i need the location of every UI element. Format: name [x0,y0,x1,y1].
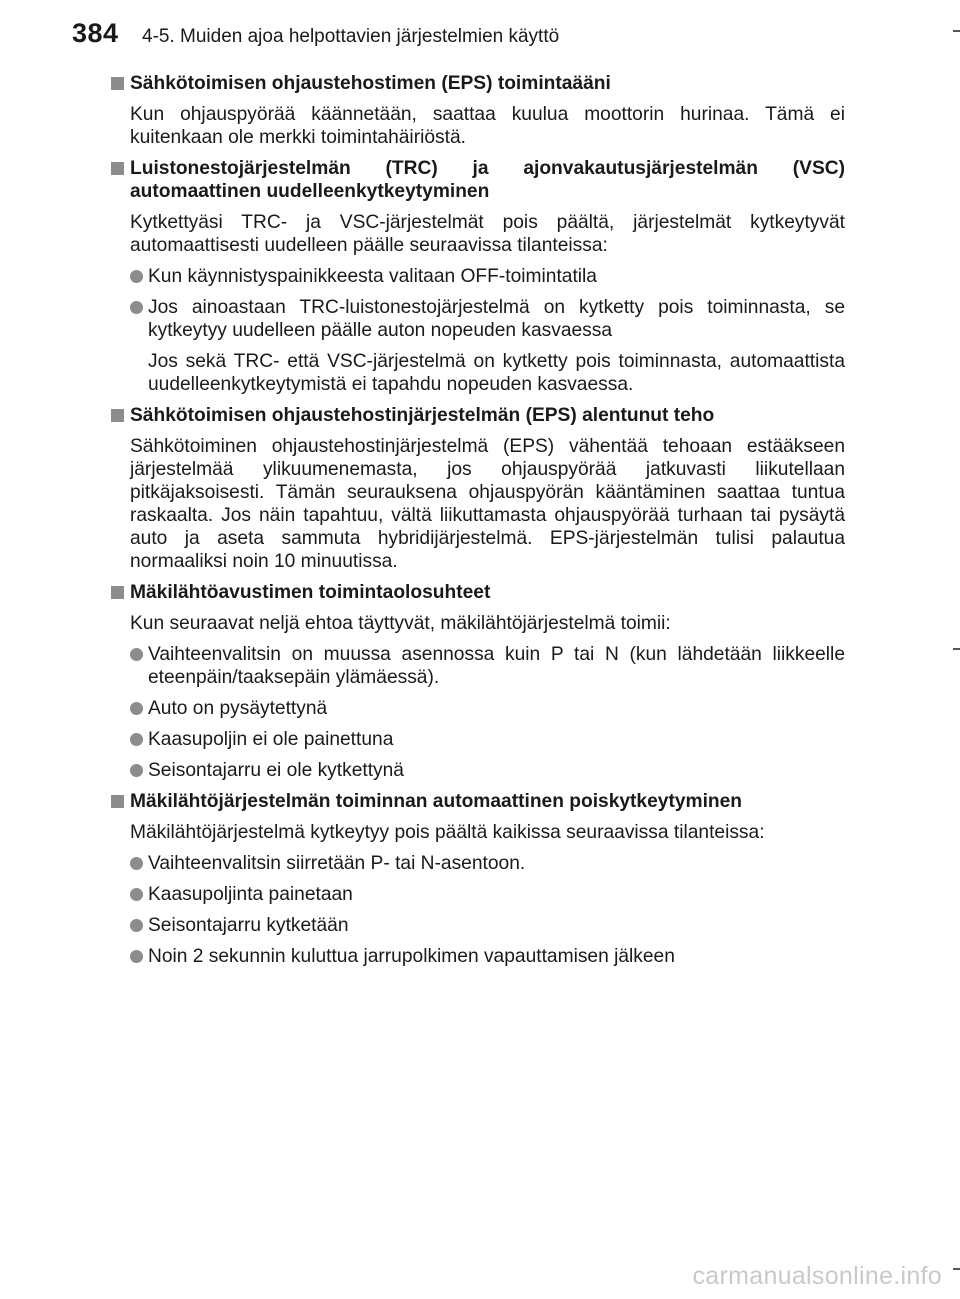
section-trc-vsc [110,157,845,396]
section-heading: Mäkilähtöjärjestelmän toiminnan automaattinen poiskytkeytyminen [110,790,845,813]
round-bullet-icon [130,702,143,715]
section-heading: Mäkilähtöavustimen toimintaolosuhteet [110,581,845,604]
round-bullet-icon [130,888,143,901]
section-paragraph: Kun seuraavat neljä ehtoa täyttyvät, mäkilähtöjärjestelmä toimii: [130,613,671,634]
crop-mark-top [953,30,960,32]
round-bullet-icon [130,733,143,746]
section-heading: Luistonestojärjestelmän (TRC) ja ajonvakautusjärjestelmän (VSC) automaattinen uudelleenkytkeytyminen [110,157,845,203]
page-number: 384 [72,18,119,48]
chapter-title: 4-5. Muiden ajoa helpottavien järjestelmien käyttö [142,26,560,47]
watermark: carmanualsonline.info [692,1262,942,1290]
list-item: Seisontajarru kytketään [110,914,845,937]
section-paragraph: Sähkötoiminen ohjaustehostinjärjestelmä (EPS) vähentää tehoaan estääkseen järjestelmää ylikuumenemasta, jos ohjauspyörää jatkuvasti liikutellaan pitkäjaksoisesti. Tämän seurauksena ohjauspyörän kääntäminen saattaa tuntua raskaalta. Jos näin tapahtuu, vältä liikuttamasta ohjauspyörää turhaan tai pysäytä auto ja aseta sammuta hybridijärjestelmä. EPS-järjestelmän tulisi palautua normaaliksi noin 10 minuutissa. [130,436,845,572]
round-bullet-icon [130,648,143,661]
crop-mark-bottom [953,1268,960,1270]
list-item: Kaasupoljin ei ole painettuna [110,728,845,751]
section-heading: Sähkötoimisen ohjaustehostinjärjestelmän (EPS) alentunut teho [110,404,845,427]
section-heading: Sähkötoimisen ohjaustehostimen (EPS) toimintaääni [110,72,845,95]
section-eps-reduced [110,404,845,573]
square-bullet-icon [111,409,124,422]
square-bullet-icon [111,586,124,599]
list-item: Jos ainoastaan TRC-luistonestojärjestelmä on kytketty pois toiminnasta, se kytkeytyy uudelleen päälle auton nopeuden kasvaessa [110,296,845,342]
list-item: Vaihteenvalitsin siirretään P- tai N-asentoon. [110,852,845,875]
bullet-note: Jos sekä TRC- että VSC-järjestelmä on kytketty pois toiminnasta, automaattista uudelleenkytkeytymistä ei tapahdu nopeuden kasvaessa. [148,351,845,395]
list-item: Noin 2 sekunnin kuluttua jarrupolkimen vapauttamisen jälkeen [110,945,845,968]
round-bullet-icon [130,764,143,777]
list-item: Seisontajarru ei ole kytkettynä [110,759,845,782]
section-paragraph: Mäkilähtöjärjestelmä kytkeytyy pois päältä kaikissa seuraavissa tilanteissa: [130,822,765,843]
list-item: Kun käynnistyspainikkeesta valitaan OFF-toimintatila [110,265,845,288]
section-hill-start-cancel [110,790,845,968]
round-bullet-icon [130,301,143,314]
round-bullet-icon [130,950,143,963]
section-hill-start-conditions [110,581,845,782]
section-eps-sound [110,72,845,149]
crop-mark-middle [953,648,960,650]
round-bullet-icon [130,270,143,283]
round-bullet-icon [130,919,143,932]
square-bullet-icon [111,795,124,808]
section-paragraph: Kun ohjauspyörää käännetään, saattaa kuulua moottorin hurinaa. Tämä ei kuitenkaan ole merkki toimintahäiriöstä. [130,104,845,148]
list-item: Kaasupoljinta painetaan [110,883,845,906]
section-paragraph: Kytkettyäsi TRC- ja VSC-järjestelmät pois päältä, järjestelmät kytkeytyvät automaattisesti uudelleen päälle seuraavissa tilanteissa: [130,212,845,256]
page-content [110,72,845,976]
list-item: Vaihteenvalitsin on muussa asennossa kuin P tai N (kun lähdetään liikkeelle eteenpäin/taaksepäin ylämäessä). [110,643,845,689]
square-bullet-icon [111,77,124,90]
list-item: Auto on pysäytettynä [110,697,845,720]
round-bullet-icon [130,857,143,870]
square-bullet-icon [111,162,124,175]
